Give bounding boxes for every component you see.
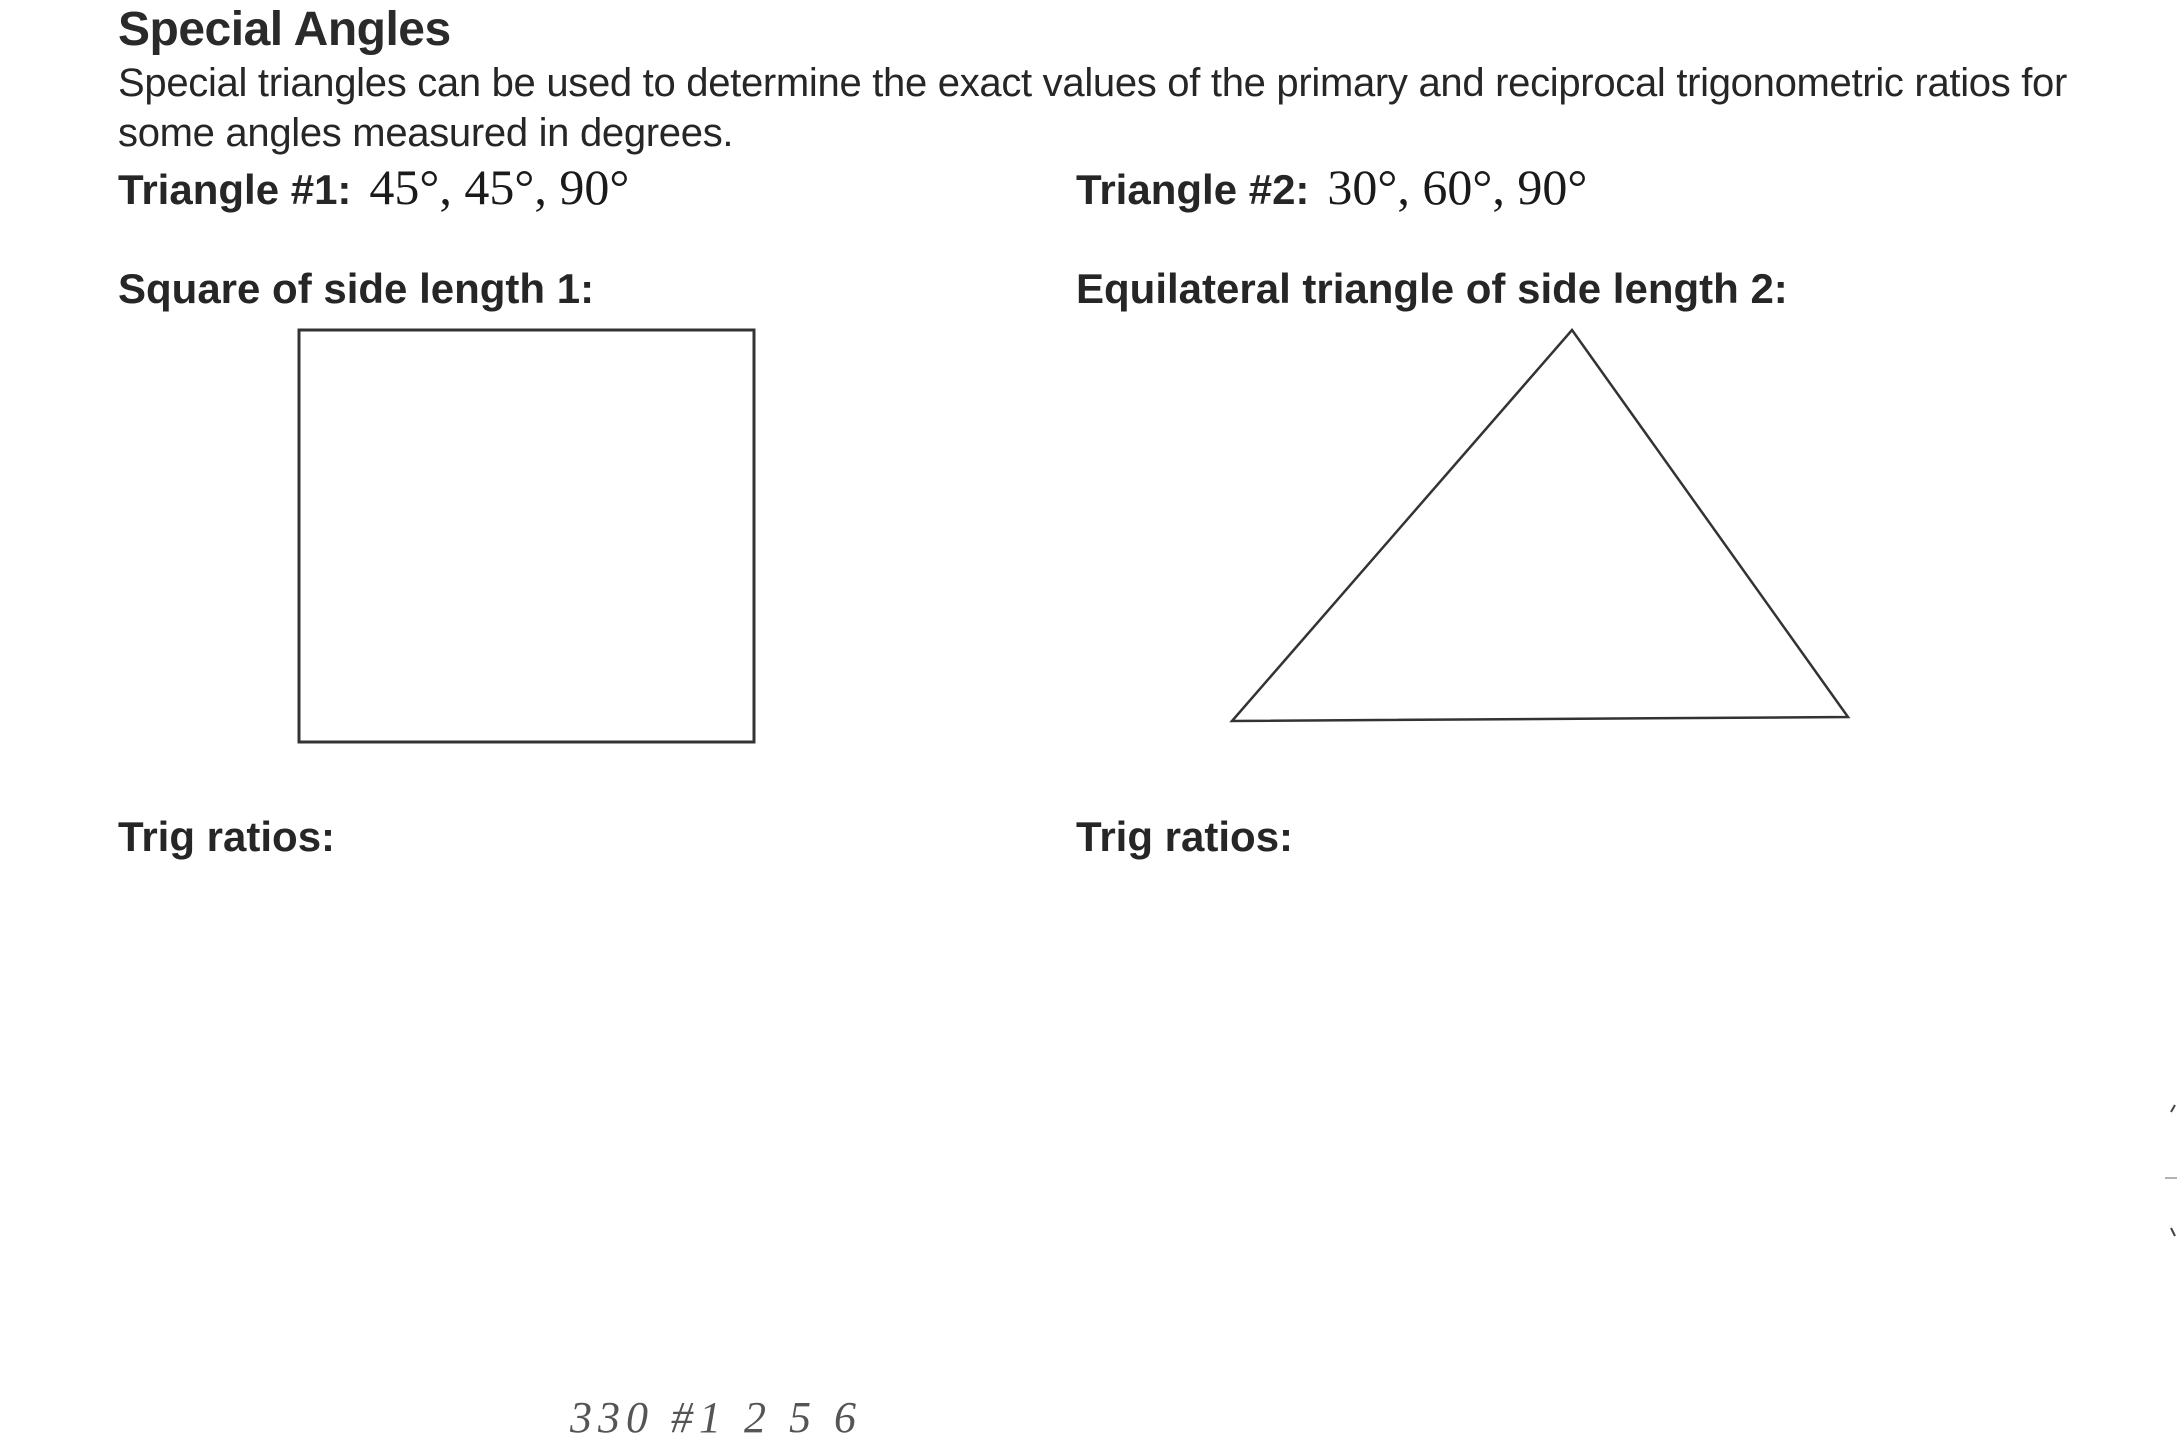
triangle-2-heading (1076, 158, 1587, 216)
unit-square (299, 330, 754, 742)
triangle-1-angles: 45°, 45°, 90° (369, 159, 630, 215)
triangle-1-heading (118, 158, 629, 216)
triangle-2-trig-ratios-label: Trig ratios: (1076, 813, 1294, 860)
square-heading: Square of side length 1: (118, 265, 595, 312)
intro-paragraph: Special triangles can be used to determine the exact values of the primary and reciprocal trigonometric ratios for some angles measured in degrees. (118, 61, 2068, 155)
cut-off-handwritten-note: 330 #1 2 5 6 (570, 1393, 862, 1442)
triangle-2-angles: 30°, 60°, 90° (1327, 159, 1588, 215)
triangle-2-label: Triangle #2: (1076, 166, 1310, 213)
equilateral-triangle (1232, 330, 1848, 721)
triangle-1-trig-ratios-label: Trig ratios: (118, 813, 336, 860)
triangle-1-label: Triangle #1: (118, 166, 352, 213)
page-title: Special Angles (118, 3, 451, 56)
page-edge-marks (2163, 0, 2177, 1416)
equilateral-heading: Equilateral triangle of side length 2: (1076, 265, 1788, 312)
